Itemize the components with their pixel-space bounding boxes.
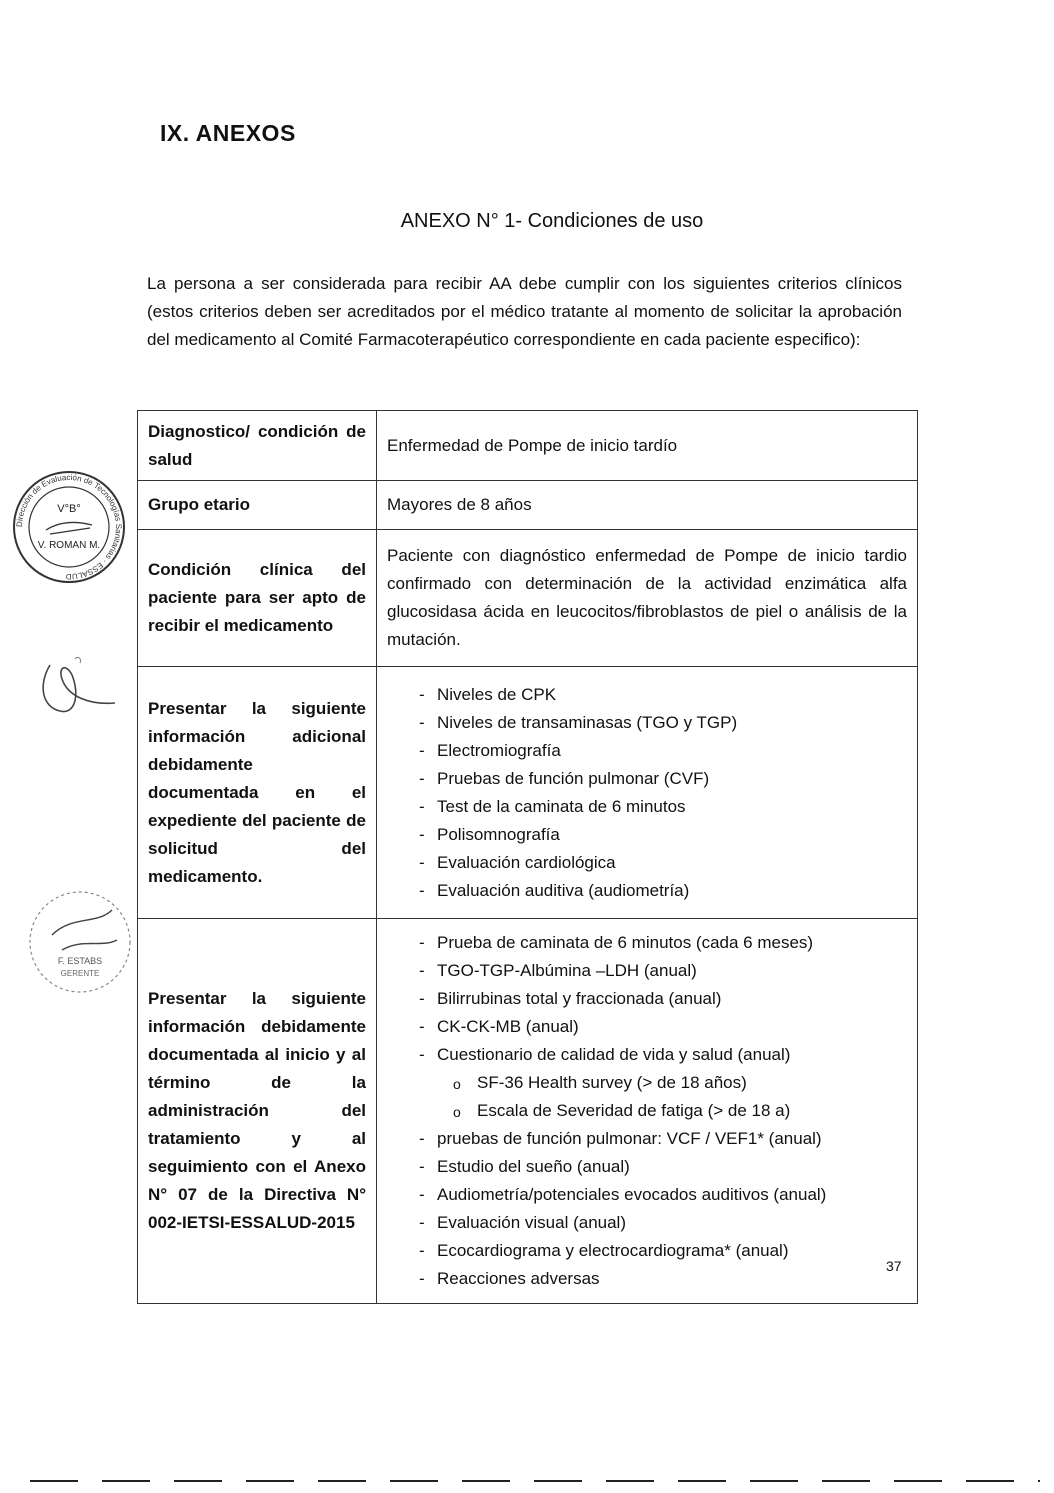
dash-bullet: - xyxy=(419,712,425,732)
sub-list-item: o Escala de Severidad de fatiga (> de 18 a) xyxy=(449,1097,907,1125)
table-row xyxy=(138,667,918,919)
list-item: - Test de la caminata de 6 minutos xyxy=(415,793,907,821)
stamp2-title: GERENTE xyxy=(60,969,100,978)
dash-bullet: - xyxy=(419,1213,425,1232)
info-list xyxy=(387,681,907,905)
list-item: - Evaluación auditiva (audiometría) xyxy=(415,877,907,905)
annex-title: ANEXO N° 1- Condiciones de uso xyxy=(400,210,704,232)
stamp-ring-text: Dirección de Evaluación de Tecnologías Sanitarias · ESSALUD xyxy=(14,472,124,582)
list-item: - Evaluación visual (anual) xyxy=(415,1209,907,1237)
table-row xyxy=(138,411,918,481)
list-item: - Estudio del sueño (anual) xyxy=(415,1153,907,1181)
row-list-cell xyxy=(377,919,918,1304)
dash-bullet: - xyxy=(419,852,425,872)
list-item: - Electromiografía xyxy=(415,737,907,765)
row-value: Enfermedad de Pompe de inicio tardío xyxy=(377,411,918,481)
list-item: - Evaluación cardiológica xyxy=(415,849,907,877)
dash-bullet: - xyxy=(419,1185,425,1204)
section-title: IX. ANEXOS xyxy=(160,120,296,146)
list-item: - Ecocardiograma y electrocardiograma* (anual) xyxy=(415,1237,907,1265)
dash-bullet: - xyxy=(419,961,425,980)
list-item: - Niveles de CPK xyxy=(415,681,907,709)
dash-bullet: - xyxy=(419,1269,425,1288)
approval-stamp xyxy=(10,468,128,586)
page-number: 37 xyxy=(886,1258,902,1274)
table-row xyxy=(138,481,918,530)
list-item: - Cuestionario de calidad de vida y salud (anual) xyxy=(415,1041,907,1069)
criteria-table xyxy=(137,410,918,1304)
dash-bullet: - xyxy=(419,796,425,816)
row-label: Presentar la siguiente información debidamente documentada al inicio y al término de la administración del tratamiento y al seguimiento con el Anexo N° 07 de la Directiva N° 002-IETSI-ESSALUD-2015 xyxy=(138,919,377,1304)
list-item: - Pruebas de función pulmonar (CVF) xyxy=(415,765,907,793)
followup-list xyxy=(387,929,907,1069)
followup-list-continued xyxy=(387,1125,907,1293)
row-label: Presentar la siguiente información adicional debidamente documentada en el expediente del paciente de solicitud del medicamento. xyxy=(138,667,377,919)
dash-bullet: - xyxy=(419,933,425,952)
bottom-scan-rule xyxy=(30,1480,1040,1482)
dash-bullet: - xyxy=(419,1045,425,1064)
row-value: Mayores de 8 años xyxy=(377,481,918,530)
sub-list xyxy=(387,1069,907,1125)
dash-bullet: - xyxy=(419,1157,425,1176)
dash-bullet: - xyxy=(419,1017,425,1036)
table-row xyxy=(138,919,918,1304)
row-value: Paciente con diagnóstico enfermedad de Pompe de inicio tardio confirmado con determinación de la actividad enzimática alfa glucosidasa ácida en leucocitos/fibroblastos de piel o análisis de la mutación. xyxy=(377,530,918,667)
stamp2-name: F. ESTABS xyxy=(57,956,103,966)
stamp-name: V. ROMAN M. xyxy=(37,540,101,551)
dash-bullet: - xyxy=(419,824,425,844)
circle-bullet: o xyxy=(453,1104,461,1120)
list-item: - Polisomnografía xyxy=(415,821,907,849)
list-item: - CK-CK-MB (anual) xyxy=(415,1013,907,1041)
dash-bullet: - xyxy=(419,1241,425,1260)
dash-bullet: - xyxy=(419,880,425,900)
intro-paragraph: La persona a ser considerada para recibir AA debe cumplir con los siguientes criterios clínicos (estos criterios deben ser acreditados por el médico tratante al momento de solicitar la aprobación del medicamento al Comité Farmacoterapéutico correspondiente en cada paciente especifico): xyxy=(147,274,902,349)
circle-bullet: o xyxy=(453,1076,461,1092)
stamp-vobo: V°B° xyxy=(57,503,81,515)
list-item: - pruebas de función pulmonar: VCF / VEF1* (anual) xyxy=(415,1125,907,1153)
table-row xyxy=(138,530,918,667)
dash-bullet: - xyxy=(419,989,425,1008)
row-label: Diagnostico/ condición de salud xyxy=(138,411,377,481)
dash-bullet: - xyxy=(419,768,425,788)
list-item: - Bilirrubinas total y fraccionada (anual) xyxy=(415,985,907,1013)
row-list-cell xyxy=(377,667,918,919)
dash-bullet: - xyxy=(419,684,425,704)
list-item: - Audiometría/potenciales evocados auditivos (anual) xyxy=(415,1181,907,1209)
row-label: Condición clínica del paciente para ser apto de recibir el medicamento xyxy=(138,530,377,667)
list-item: - Niveles de transaminasas (TGO y TGP) xyxy=(415,709,907,737)
signature-initials xyxy=(20,645,130,725)
dash-bullet: - xyxy=(419,1129,425,1148)
manager-stamp xyxy=(22,880,137,1000)
list-item: - Reacciones adversas xyxy=(415,1265,907,1293)
dash-bullet: - xyxy=(419,740,425,760)
list-item: - Prueba de caminata de 6 minutos (cada 6 meses) xyxy=(415,929,907,957)
row-label: Grupo etario xyxy=(138,481,377,530)
list-item: - TGO-TGP-Albúmina –LDH (anual) xyxy=(415,957,907,985)
sub-list-item: o SF-36 Health survey (> de 18 años) xyxy=(449,1069,907,1097)
